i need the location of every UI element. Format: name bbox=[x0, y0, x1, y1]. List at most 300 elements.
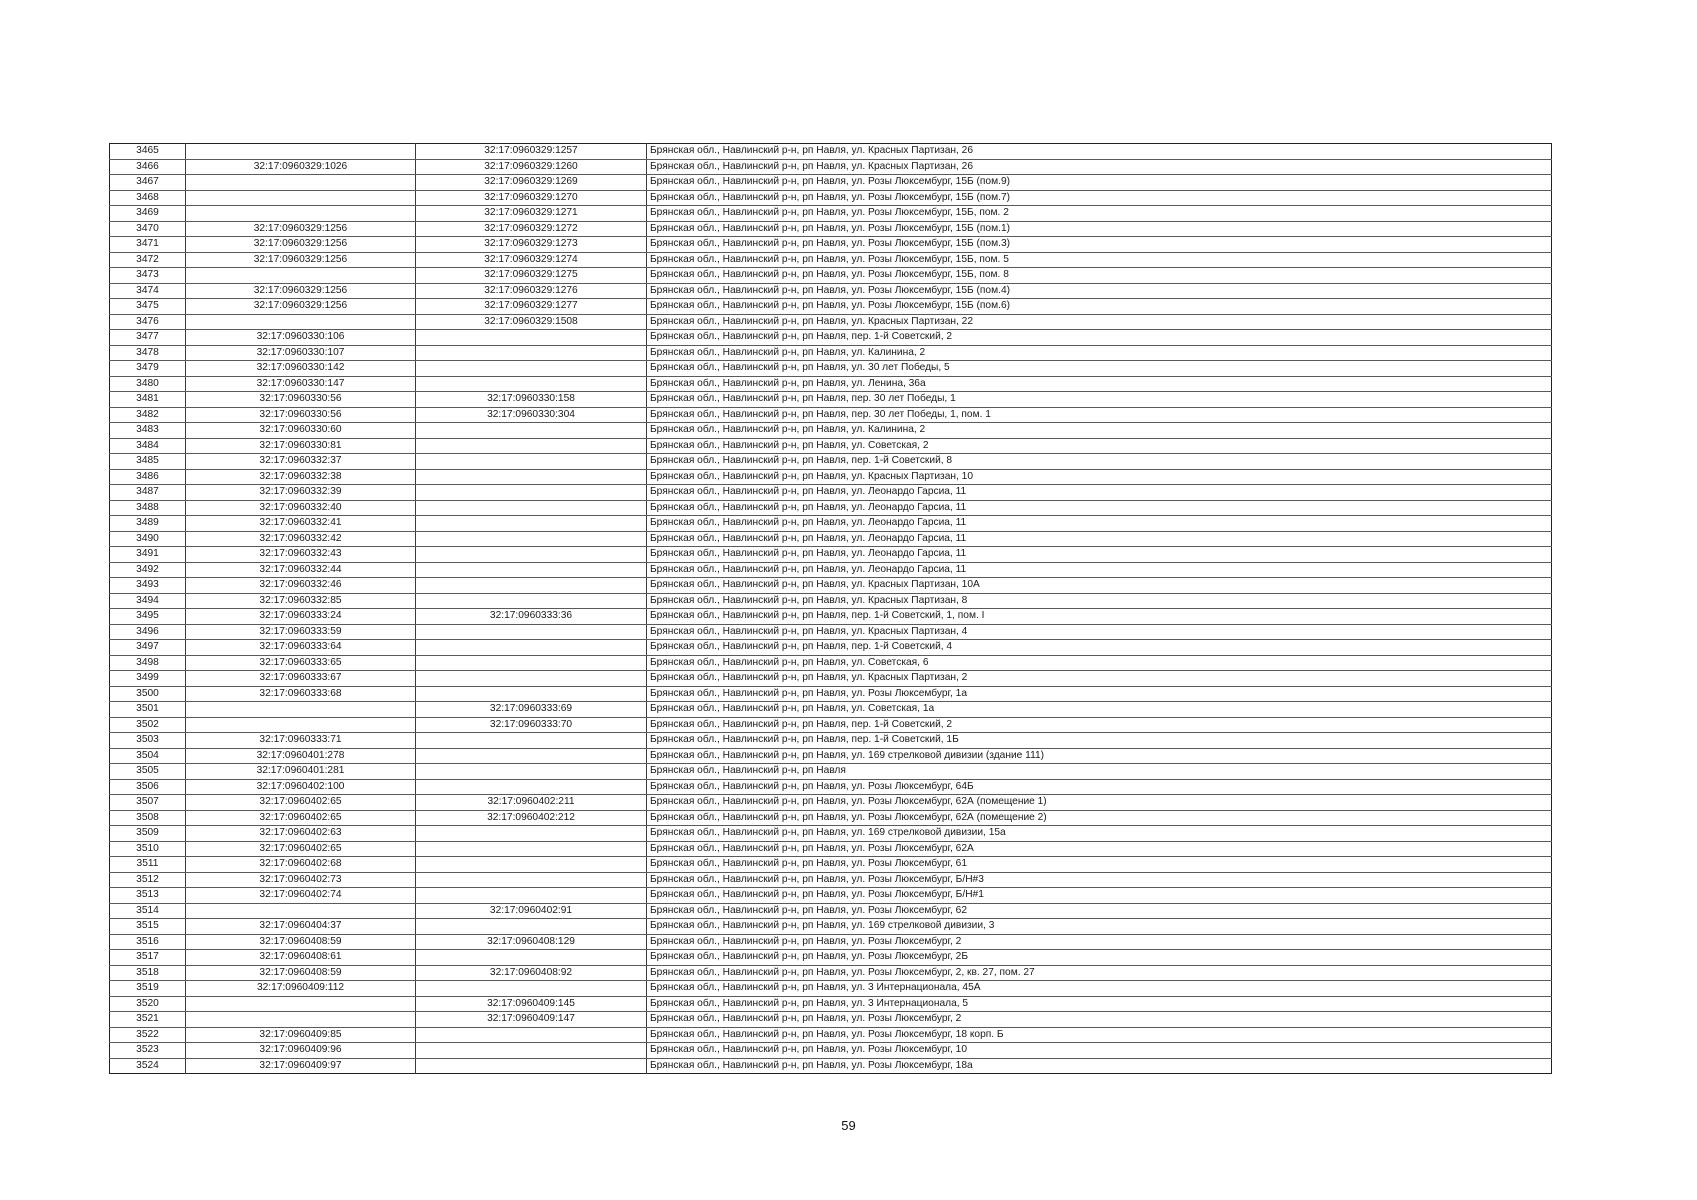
parent-cadastral-number-cell: 32:17:0960408:61 bbox=[186, 950, 416, 966]
table-row bbox=[110, 857, 1552, 873]
parent-cadastral-number-cell: 32:17:0960330:56 bbox=[186, 392, 416, 408]
cadastral-number-cell bbox=[416, 888, 647, 904]
cadastral-number-cell bbox=[416, 919, 647, 935]
table-row bbox=[110, 221, 1552, 237]
row-number-cell: 3491 bbox=[110, 547, 186, 563]
address-cell: Брянская обл., Навлинский р-н, рп Навля, ул. Ленина, 36а bbox=[647, 376, 1552, 392]
address-cell: Брянская обл., Навлинский р-н, рп Навля, ул. Розы Люксембург, 1а bbox=[647, 686, 1552, 702]
parent-cadastral-number-cell: 32:17:0960330:81 bbox=[186, 438, 416, 454]
cadastral-number-cell bbox=[416, 1027, 647, 1043]
parent-cadastral-number-cell bbox=[186, 903, 416, 919]
parent-cadastral-number-cell: 32:17:0960402:100 bbox=[186, 779, 416, 795]
cadastral-number-cell bbox=[416, 981, 647, 997]
row-number-cell: 3523 bbox=[110, 1043, 186, 1059]
address-cell: Брянская обл., Навлинский р-н, рп Навля, ул. Советская, 2 bbox=[647, 438, 1552, 454]
address-cell: Брянская обл., Навлинский р-н, рп Навля, пер. 1-й Советский, 8 bbox=[647, 454, 1552, 470]
cadastral-number-cell bbox=[416, 454, 647, 470]
parent-cadastral-number-cell: 32:17:0960333:71 bbox=[186, 733, 416, 749]
cadastral-number-cell bbox=[416, 779, 647, 795]
address-cell: Брянская обл., Навлинский р-н, рп Навля, ул. Калинина, 2 bbox=[647, 345, 1552, 361]
table-row bbox=[110, 748, 1552, 764]
row-number-cell: 3519 bbox=[110, 981, 186, 997]
row-number-cell: 3511 bbox=[110, 857, 186, 873]
cadastral-number-cell bbox=[416, 950, 647, 966]
cadastral-number-cell: 32:17:0960402:211 bbox=[416, 795, 647, 811]
parent-cadastral-number-cell bbox=[186, 717, 416, 733]
row-number-cell: 3473 bbox=[110, 268, 186, 284]
table-row bbox=[110, 981, 1552, 997]
cadastral-number-cell bbox=[416, 733, 647, 749]
table-row bbox=[110, 144, 1552, 160]
parent-cadastral-number-cell: 32:17:0960330:147 bbox=[186, 376, 416, 392]
parent-cadastral-number-cell bbox=[186, 175, 416, 191]
parent-cadastral-number-cell: 32:17:0960402:63 bbox=[186, 826, 416, 842]
row-number-cell: 3515 bbox=[110, 919, 186, 935]
parent-cadastral-number-cell: 32:17:0960329:1256 bbox=[186, 283, 416, 299]
cadastral-number-cell: 32:17:0960329:1508 bbox=[416, 314, 647, 330]
address-cell: Брянская обл., Навлинский р-н, рп Навля, ул. Красных Партизан, 8 bbox=[647, 593, 1552, 609]
address-cell: Брянская обл., Навлинский р-н, рп Навля, ул. Красных Партизан, 26 bbox=[647, 144, 1552, 160]
table-row bbox=[110, 578, 1552, 594]
parent-cadastral-number-cell: 32:17:0960330:142 bbox=[186, 361, 416, 377]
row-number-cell: 3480 bbox=[110, 376, 186, 392]
parent-cadastral-number-cell: 32:17:0960333:65 bbox=[186, 655, 416, 671]
table-row bbox=[110, 1027, 1552, 1043]
row-number-cell: 3483 bbox=[110, 423, 186, 439]
row-number-cell: 3496 bbox=[110, 624, 186, 640]
row-number-cell: 3524 bbox=[110, 1058, 186, 1074]
table-row bbox=[110, 531, 1552, 547]
table-row bbox=[110, 702, 1552, 718]
row-number-cell: 3514 bbox=[110, 903, 186, 919]
cadastral-number-cell bbox=[416, 547, 647, 563]
cadastral-number-cell: 32:17:0960330:158 bbox=[416, 392, 647, 408]
parent-cadastral-number-cell: 32:17:0960330:106 bbox=[186, 330, 416, 346]
table-row bbox=[110, 593, 1552, 609]
cadastral-number-cell bbox=[416, 671, 647, 687]
parent-cadastral-number-cell: 32:17:0960409:97 bbox=[186, 1058, 416, 1074]
address-cell: Брянская обл., Навлинский р-н, рп Навля, ул. Розы Люксембург, 15Б (пом.7) bbox=[647, 190, 1552, 206]
table-row bbox=[110, 159, 1552, 175]
address-cell: Брянская обл., Навлинский р-н, рп Навля, ул. Розы Люксембург, 15Б, пом. 5 bbox=[647, 252, 1552, 268]
table-row bbox=[110, 779, 1552, 795]
parent-cadastral-number-cell: 32:17:0960332:38 bbox=[186, 469, 416, 485]
table-row bbox=[110, 206, 1552, 222]
address-cell: Брянская обл., Навлинский р-н, рп Навля, ул. 30 лет Победы, 5 bbox=[647, 361, 1552, 377]
table-row bbox=[110, 919, 1552, 935]
address-cell: Брянская обл., Навлинский р-н, рп Навля, ул. Леонардо Гарсиа, 11 bbox=[647, 547, 1552, 563]
cadastral-number-cell bbox=[416, 1058, 647, 1074]
address-cell: Брянская обл., Навлинский р-н, рп Навля, ул. Розы Люксембург, 62А (помещение 2) bbox=[647, 810, 1552, 826]
address-cell: Брянская обл., Навлинский р-н, рп Навля, ул. Леонардо Гарсиа, 11 bbox=[647, 562, 1552, 578]
row-number-cell: 3493 bbox=[110, 578, 186, 594]
row-number-cell: 3506 bbox=[110, 779, 186, 795]
parent-cadastral-number-cell: 32:17:0960330:107 bbox=[186, 345, 416, 361]
address-cell: Брянская обл., Навлинский р-н, рп Навля, ул. 169 стрелковой дивизии, 3 bbox=[647, 919, 1552, 935]
cadastral-number-cell: 32:17:0960409:147 bbox=[416, 1012, 647, 1028]
table-row bbox=[110, 686, 1552, 702]
cadastral-number-cell bbox=[416, 872, 647, 888]
cadastral-number-cell bbox=[416, 376, 647, 392]
parent-cadastral-number-cell: 32:17:0960329:1256 bbox=[186, 237, 416, 253]
parent-cadastral-number-cell bbox=[186, 314, 416, 330]
row-number-cell: 3477 bbox=[110, 330, 186, 346]
address-cell: Брянская обл., Навлинский р-н, рп Навля, ул. Леонардо Гарсиа, 11 bbox=[647, 531, 1552, 547]
row-number-cell: 3479 bbox=[110, 361, 186, 377]
parent-cadastral-number-cell: 32:17:0960402:65 bbox=[186, 841, 416, 857]
cadastral-number-cell bbox=[416, 500, 647, 516]
row-number-cell: 3520 bbox=[110, 996, 186, 1012]
parent-cadastral-number-cell: 32:17:0960330:60 bbox=[186, 423, 416, 439]
parent-cadastral-number-cell: 32:17:0960332:37 bbox=[186, 454, 416, 470]
parent-cadastral-number-cell: 32:17:0960333:59 bbox=[186, 624, 416, 640]
cadastral-number-cell bbox=[416, 826, 647, 842]
parent-cadastral-number-cell bbox=[186, 190, 416, 206]
table-row bbox=[110, 190, 1552, 206]
row-number-cell: 3498 bbox=[110, 655, 186, 671]
address-cell: Брянская обл., Навлинский р-н, рп Навля bbox=[647, 764, 1552, 780]
cadastral-number-cell bbox=[416, 469, 647, 485]
address-cell: Брянская обл., Навлинский р-н, рп Навля, ул. Леонардо Гарсиа, 11 bbox=[647, 516, 1552, 532]
table-row bbox=[110, 624, 1552, 640]
parent-cadastral-number-cell: 32:17:0960332:43 bbox=[186, 547, 416, 563]
cadastral-number-cell: 32:17:0960329:1274 bbox=[416, 252, 647, 268]
table-row bbox=[110, 314, 1552, 330]
parent-cadastral-number-cell: 32:17:0960409:85 bbox=[186, 1027, 416, 1043]
table-row bbox=[110, 965, 1552, 981]
table-row bbox=[110, 733, 1552, 749]
address-cell: Брянская обл., Навлинский р-н, рп Навля, ул. Розы Люксембург, 62 bbox=[647, 903, 1552, 919]
row-number-cell: 3516 bbox=[110, 934, 186, 950]
table-row bbox=[110, 826, 1552, 842]
table-row bbox=[110, 795, 1552, 811]
address-cell: Брянская обл., Навлинский р-н, рп Навля, пер. 1-й Советский, 1Б bbox=[647, 733, 1552, 749]
table-row bbox=[110, 764, 1552, 780]
row-number-cell: 3495 bbox=[110, 609, 186, 625]
parent-cadastral-number-cell: 32:17:0960408:59 bbox=[186, 965, 416, 981]
address-cell: Брянская обл., Навлинский р-н, рп Навля, ул. Розы Люксембург, 10 bbox=[647, 1043, 1552, 1059]
address-cell: Брянская обл., Навлинский р-н, рп Навля, ул. Розы Люксембург, 62А (помещение 1) bbox=[647, 795, 1552, 811]
address-cell: Брянская обл., Навлинский р-н, рп Навля, ул. Красных Партизан, 22 bbox=[647, 314, 1552, 330]
table-row bbox=[110, 934, 1552, 950]
cadastral-number-cell bbox=[416, 1043, 647, 1059]
address-cell: Брянская обл., Навлинский р-н, рп Навля, ул. 3 Интернационала, 45А bbox=[647, 981, 1552, 997]
table-row bbox=[110, 454, 1552, 470]
row-number-cell: 3485 bbox=[110, 454, 186, 470]
parent-cadastral-number-cell: 32:17:0960329:1256 bbox=[186, 221, 416, 237]
row-number-cell: 3468 bbox=[110, 190, 186, 206]
parent-cadastral-number-cell: 32:17:0960332:85 bbox=[186, 593, 416, 609]
address-cell: Брянская обл., Навлинский р-н, рп Навля, ул. Красных Партизан, 10А bbox=[647, 578, 1552, 594]
parent-cadastral-number-cell bbox=[186, 1012, 416, 1028]
cadastral-number-cell: 32:17:0960329:1276 bbox=[416, 283, 647, 299]
row-number-cell: 3521 bbox=[110, 1012, 186, 1028]
cadastral-number-cell bbox=[416, 640, 647, 656]
address-cell: Брянская обл., Навлинский р-н, рп Навля, ул. Розы Люксембург, 15Б (пом.6) bbox=[647, 299, 1552, 315]
registry-table-body bbox=[110, 144, 1552, 1074]
row-number-cell: 3497 bbox=[110, 640, 186, 656]
table-row bbox=[110, 1043, 1552, 1059]
parent-cadastral-number-cell: 32:17:0960333:67 bbox=[186, 671, 416, 687]
table-row bbox=[110, 872, 1552, 888]
parent-cadastral-number-cell: 32:17:0960404:37 bbox=[186, 919, 416, 935]
cadastral-number-cell: 32:17:0960408:129 bbox=[416, 934, 647, 950]
cadastral-number-cell bbox=[416, 330, 647, 346]
parent-cadastral-number-cell: 32:17:0960332:39 bbox=[186, 485, 416, 501]
table-row bbox=[110, 485, 1552, 501]
cadastral-number-cell bbox=[416, 345, 647, 361]
cadastral-registry-table bbox=[109, 143, 1552, 1074]
table-row bbox=[110, 330, 1552, 346]
table-row bbox=[110, 903, 1552, 919]
parent-cadastral-number-cell bbox=[186, 268, 416, 284]
cadastral-number-cell bbox=[416, 485, 647, 501]
table-row bbox=[110, 810, 1552, 826]
cadastral-number-cell bbox=[416, 857, 647, 873]
row-number-cell: 3503 bbox=[110, 733, 186, 749]
cadastral-number-cell bbox=[416, 624, 647, 640]
cadastral-number-cell bbox=[416, 562, 647, 578]
cadastral-number-cell bbox=[416, 578, 647, 594]
address-cell: Брянская обл., Навлинский р-н, рп Навля, ул. Розы Люксембург, 18 корп. Б bbox=[647, 1027, 1552, 1043]
parent-cadastral-number-cell: 32:17:0960409:96 bbox=[186, 1043, 416, 1059]
parent-cadastral-number-cell: 32:17:0960329:1256 bbox=[186, 299, 416, 315]
table-row bbox=[110, 407, 1552, 423]
address-cell: Брянская обл., Навлинский р-н, рп Навля, ул. Розы Люксембург, 15Б (пом.4) bbox=[647, 283, 1552, 299]
cadastral-number-cell bbox=[416, 423, 647, 439]
row-number-cell: 3475 bbox=[110, 299, 186, 315]
cadastral-number-cell: 32:17:0960333:70 bbox=[416, 717, 647, 733]
address-cell: Брянская обл., Навлинский р-н, рп Навля, пер. 1-й Советский, 2 bbox=[647, 330, 1552, 346]
table-row bbox=[110, 562, 1552, 578]
parent-cadastral-number-cell bbox=[186, 206, 416, 222]
table-row bbox=[110, 299, 1552, 315]
address-cell: Брянская обл., Навлинский р-н, рп Навля, пер. 30 лет Победы, 1 bbox=[647, 392, 1552, 408]
parent-cadastral-number-cell bbox=[186, 996, 416, 1012]
table-row bbox=[110, 655, 1552, 671]
cadastral-number-cell: 32:17:0960402:212 bbox=[416, 810, 647, 826]
row-number-cell: 3510 bbox=[110, 841, 186, 857]
row-number-cell: 3471 bbox=[110, 237, 186, 253]
table-row bbox=[110, 423, 1552, 439]
row-number-cell: 3505 bbox=[110, 764, 186, 780]
row-number-cell: 3502 bbox=[110, 717, 186, 733]
page-number: 59 bbox=[841, 1118, 856, 1133]
row-number-cell: 3482 bbox=[110, 407, 186, 423]
table-row bbox=[110, 469, 1552, 485]
table-row bbox=[110, 438, 1552, 454]
table-row bbox=[110, 950, 1552, 966]
table-row bbox=[110, 516, 1552, 532]
cadastral-number-cell: 32:17:0960329:1275 bbox=[416, 268, 647, 284]
address-cell: Брянская обл., Навлинский р-н, рп Навля, ул. Розы Люксембург, 15Б (пом.3) bbox=[647, 237, 1552, 253]
address-cell: Брянская обл., Навлинский р-н, рп Навля, ул. Розы Люксембург, 18а bbox=[650, 1059, 973, 1071]
address-cell: Брянская обл., Навлинский р-н, рп Навля, ул. Розы Люксембург, 2 bbox=[647, 934, 1552, 950]
row-number-cell: 3492 bbox=[110, 562, 186, 578]
table-row bbox=[110, 1058, 1552, 1074]
row-number-cell: 3494 bbox=[110, 593, 186, 609]
parent-cadastral-number-cell: 32:17:0960402:68 bbox=[186, 857, 416, 873]
table-row bbox=[110, 996, 1552, 1012]
cadastral-number-cell: 32:17:0960333:69 bbox=[416, 702, 647, 718]
cadastral-number-cell: 32:17:0960330:304 bbox=[416, 407, 647, 423]
row-number-cell: 3499 bbox=[110, 671, 186, 687]
table-row bbox=[110, 376, 1552, 392]
address-cell: Брянская обл., Навлинский р-н, рп Навля, ул. Розы Люксембург, 2, кв. 27, пом. 27 bbox=[647, 965, 1552, 981]
cadastral-number-cell: 32:17:0960408:92 bbox=[416, 965, 647, 981]
parent-cadastral-number-cell: 32:17:0960402:65 bbox=[186, 795, 416, 811]
parent-cadastral-number-cell: 32:17:0960408:59 bbox=[186, 934, 416, 950]
table-row bbox=[110, 671, 1552, 687]
table-row bbox=[110, 283, 1552, 299]
table-row bbox=[110, 640, 1552, 656]
row-number-cell: 3513 bbox=[110, 888, 186, 904]
parent-cadastral-number-cell: 32:17:0960402:74 bbox=[186, 888, 416, 904]
cadastral-number-cell: 32:17:0960329:1273 bbox=[416, 237, 647, 253]
cadastral-number-cell bbox=[416, 516, 647, 532]
address-cell: Брянская обл., Навлинский р-н, рп Навля, ул. Розы Люксембург, 61 bbox=[647, 857, 1552, 873]
table-row bbox=[110, 717, 1552, 733]
cadastral-number-cell bbox=[416, 361, 647, 377]
cadastral-number-cell bbox=[416, 764, 647, 780]
address-cell: Брянская обл., Навлинский р-н, рп Навля, пер. 1-й Советский, 1, пом. I bbox=[647, 609, 1552, 625]
row-number-cell: 3467 bbox=[110, 175, 186, 191]
address-cell: Брянская обл., Навлинский р-н, рп Навля, ул. Розы Люксембург, 2 bbox=[647, 1012, 1552, 1028]
table-row bbox=[110, 547, 1552, 563]
table-row bbox=[110, 500, 1552, 516]
parent-cadastral-number-cell: 32:17:0960332:40 bbox=[186, 500, 416, 516]
address-cell: Брянская обл., Навлинский р-н, рп Навля, ул. Розы Люксембург, 2Б bbox=[647, 950, 1552, 966]
cadastral-number-cell bbox=[416, 531, 647, 547]
parent-cadastral-number-cell: 32:17:0960333:64 bbox=[186, 640, 416, 656]
address-cell: Брянская обл., Навлинский р-н, рп Навля, пер. 1-й Советский, 4 bbox=[647, 640, 1552, 656]
address-cell: Брянская обл., Навлинский р-н, рп Навля, ул. Розы Люксембург, 64Б bbox=[647, 779, 1552, 795]
cadastral-number-cell: 32:17:0960329:1272 bbox=[416, 221, 647, 237]
parent-cadastral-number-cell: 32:17:0960402:73 bbox=[186, 872, 416, 888]
row-number-cell: 3490 bbox=[110, 531, 186, 547]
address-cell: Брянская обл., Навлинский р-н, рп Навля, ул. Советская, 6 bbox=[647, 655, 1552, 671]
address-cell: Брянская обл., Навлинский р-н, рп Навля, ул. Розы Люксембург, 15Б (пом.1) bbox=[647, 221, 1552, 237]
row-number-cell: 3489 bbox=[110, 516, 186, 532]
cadastral-number-cell: 32:17:0960329:1260 bbox=[416, 159, 647, 175]
table-row bbox=[110, 237, 1552, 253]
table-row bbox=[110, 252, 1552, 268]
row-number-cell: 3470 bbox=[110, 221, 186, 237]
row-number-cell: 3501 bbox=[110, 702, 186, 718]
cadastral-number-cell bbox=[416, 686, 647, 702]
cadastral-number-cell: 32:17:0960329:1269 bbox=[416, 175, 647, 191]
address-cell: Брянская обл., Навлинский р-н, рп Навля, ул. Калинина, 2 bbox=[647, 423, 1552, 439]
address-cell: Брянская обл., Навлинский р-н, рп Навля, ул. Розы Люксембург, 15Б (пом.9) bbox=[647, 175, 1552, 191]
cadastral-number-cell bbox=[416, 593, 647, 609]
parent-cadastral-number-cell: 32:17:0960402:65 bbox=[186, 810, 416, 826]
parent-cadastral-number-cell: 32:17:0960329:1026 bbox=[186, 159, 416, 175]
parent-cadastral-number-cell: 32:17:0960332:42 bbox=[186, 531, 416, 547]
address-cell: Брянская обл., Навлинский р-н, рп Навля, ул. Розы Люксембург, 15Б, пом. 8 bbox=[647, 268, 1552, 284]
parent-cadastral-number-cell: 32:17:0960409:112 bbox=[186, 981, 416, 997]
row-number-cell: 3507 bbox=[110, 795, 186, 811]
address-cell: Брянская обл., Навлинский р-н, рп Навля, ул. 169 стрелковой дивизии, 15а bbox=[647, 826, 1552, 842]
cadastral-number-cell bbox=[416, 438, 647, 454]
table-row bbox=[110, 268, 1552, 284]
parent-cadastral-number-cell: 32:17:0960329:1256 bbox=[186, 252, 416, 268]
row-number-cell: 3478 bbox=[110, 345, 186, 361]
cadastral-number-cell: 32:17:0960329:1270 bbox=[416, 190, 647, 206]
row-number-cell: 3465 bbox=[110, 144, 186, 160]
parent-cadastral-number-cell: 32:17:0960332:41 bbox=[186, 516, 416, 532]
address-cell: Брянская обл., Навлинский р-н, рп Навля, ул. Советская, 1а bbox=[647, 702, 1552, 718]
address-cell: Брянская обл., Навлинский р-н, рп Навля, пер. 30 лет Победы, 1, пом. 1 bbox=[647, 407, 1552, 423]
address-cell: Брянская обл., Навлинский р-н, рп Навля, ул. 3 Интернационала, 5 bbox=[647, 996, 1552, 1012]
parent-cadastral-number-cell: 32:17:0960401:278 bbox=[186, 748, 416, 764]
row-number-cell: 3486 bbox=[110, 469, 186, 485]
address-cell: Брянская обл., Навлинский р-н, рп Навля, ул. 169 стрелковой дивизии (здание 111) bbox=[647, 748, 1552, 764]
cadastral-number-cell: 32:17:0960329:1257 bbox=[416, 144, 647, 160]
row-number-cell: 3481 bbox=[110, 392, 186, 408]
cadastral-number-cell bbox=[416, 841, 647, 857]
row-number-cell: 3472 bbox=[110, 252, 186, 268]
row-number-cell: 3512 bbox=[110, 872, 186, 888]
cadastral-number-cell: 32:17:0960329:1271 bbox=[416, 206, 647, 222]
row-number-cell: 3504 bbox=[110, 748, 186, 764]
table-row bbox=[110, 175, 1552, 191]
table-row bbox=[110, 841, 1552, 857]
address-cell: Брянская обл., Навлинский р-н, рп Навля, пер. 1-й Советский, 2 bbox=[647, 717, 1552, 733]
row-number-cell: 3474 bbox=[110, 283, 186, 299]
parent-cadastral-number-cell: 32:17:0960333:24 bbox=[186, 609, 416, 625]
row-number-cell: 3469 bbox=[110, 206, 186, 222]
address-cell: Брянская обл., Навлинский р-н, рп Навля, ул. Красных Партизан, 26 bbox=[647, 159, 1552, 175]
address-cell: Брянская обл., Навлинский р-н, рп Навля, ул. Розы Люксембург, 15Б, пом. 2 bbox=[647, 206, 1552, 222]
address-cell: Брянская обл., Навлинский р-н, рп Навля, ул. Розы Люксембург, Б/Н#1 bbox=[647, 888, 1552, 904]
table-row bbox=[110, 345, 1552, 361]
row-number-cell: 3466 bbox=[110, 159, 186, 175]
parent-cadastral-number-cell: 32:17:0960332:46 bbox=[186, 578, 416, 594]
cadastral-number-cell bbox=[416, 748, 647, 764]
parent-cadastral-number-cell: 32:17:0960401:281 bbox=[186, 764, 416, 780]
table-row bbox=[110, 392, 1552, 408]
address-cell: Брянская обл., Навлинский р-н, рп Навля, ул. Красных Партизан, 10 bbox=[647, 469, 1552, 485]
table-row bbox=[110, 888, 1552, 904]
row-number-cell: 3476 bbox=[110, 314, 186, 330]
parent-cadastral-number-cell bbox=[186, 702, 416, 718]
parent-cadastral-number-cell: 32:17:0960332:44 bbox=[186, 562, 416, 578]
table-row bbox=[110, 1012, 1552, 1028]
address-cell: Брянская обл., Навлинский р-н, рп Навля, ул. Красных Партизан, 4 bbox=[647, 624, 1552, 640]
parent-cadastral-number-cell: 32:17:0960333:68 bbox=[186, 686, 416, 702]
row-number-cell: 3517 bbox=[110, 950, 186, 966]
address-cell: Брянская обл., Навлинский р-н, рп Навля, ул. Леонардо Гарсиа, 11 bbox=[647, 485, 1552, 501]
row-number-cell: 3508 bbox=[110, 810, 186, 826]
row-number-cell: 3518 bbox=[110, 965, 186, 981]
address-cell: Брянская обл., Навлинский р-н, рп Навля, ул. Красных Партизан, 2 bbox=[647, 671, 1552, 687]
row-number-cell: 3488 bbox=[110, 500, 186, 516]
parent-cadastral-number-cell bbox=[186, 144, 416, 160]
cadastral-number-cell bbox=[416, 655, 647, 671]
address-cell: Брянская обл., Навлинский р-н, рп Навля, ул. Леонардо Гарсиа, 11 bbox=[647, 500, 1552, 516]
cadastral-number-cell: 32:17:0960402:91 bbox=[416, 903, 647, 919]
address-cell: Брянская обл., Навлинский р-н, рп Навля, ул. Розы Люксембург, Б/Н#3 bbox=[647, 872, 1552, 888]
row-number-cell: 3487 bbox=[110, 485, 186, 501]
table-row bbox=[110, 361, 1552, 377]
cadastral-number-cell: 32:17:0960333:36 bbox=[416, 609, 647, 625]
address-cell: Брянская обл., Навлинский р-н, рп Навля, ул. Розы Люксембург, 62А bbox=[647, 841, 1552, 857]
cadastral-number-cell: 32:17:0960409:145 bbox=[416, 996, 647, 1012]
row-number-cell: 3522 bbox=[110, 1027, 186, 1043]
row-number-cell: 3500 bbox=[110, 686, 186, 702]
parent-cadastral-number-cell: 32:17:0960330:56 bbox=[186, 407, 416, 423]
table-row bbox=[110, 609, 1552, 625]
